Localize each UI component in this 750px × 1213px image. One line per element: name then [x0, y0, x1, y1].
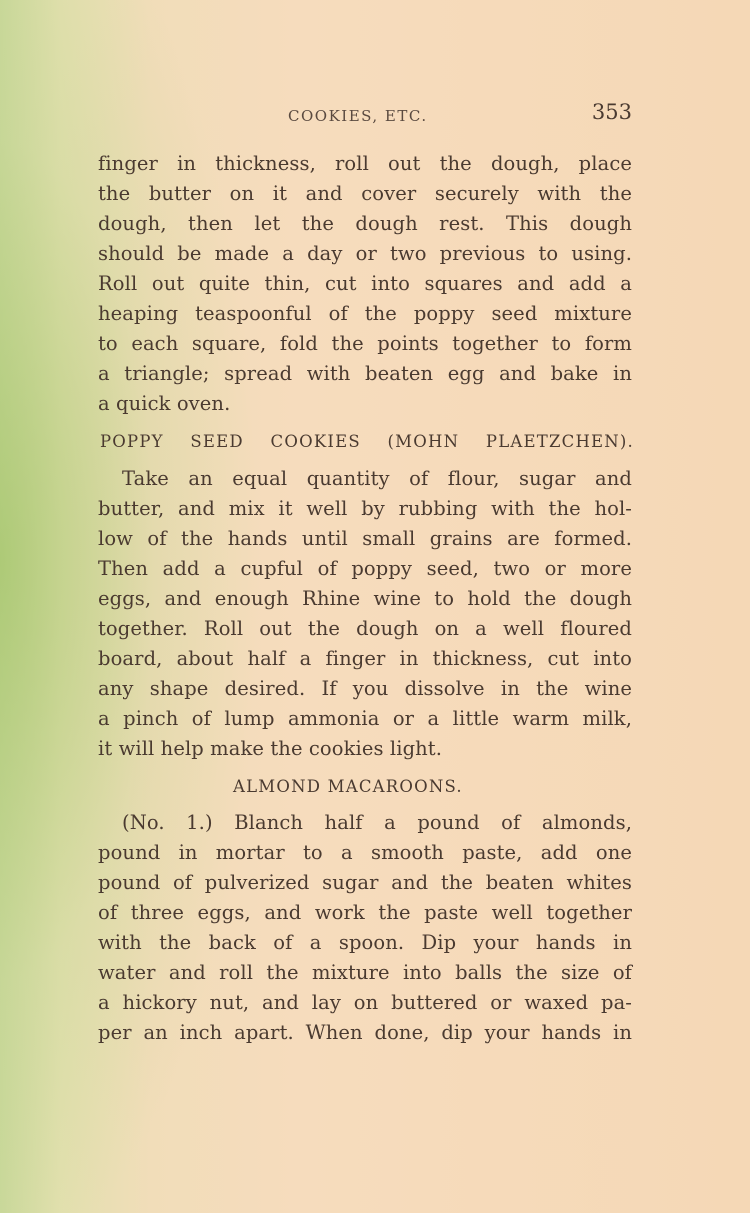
text-line: board, about half a finger in thickness, cut into	[98, 647, 632, 670]
text-line: per an inch apart. When done, dip your hands in	[98, 1021, 632, 1044]
text-line: any shape desired. If you dissolve in the wine	[98, 677, 632, 700]
text-line: to each square, fold the points together to form	[98, 332, 632, 355]
text-line: dough, then let the dough rest. This dough	[98, 212, 632, 235]
section-heading-poppy-seed-cookies: POPPY SEED COOKIES (MOHN PLAETZCHEN).	[100, 432, 634, 451]
paragraph-continued	[98, 149, 632, 419]
text-line: (No. 1.) Blanch half a pound of almonds,	[122, 811, 632, 834]
text-line: pound of pulverized sugar and the beaten whites	[98, 871, 632, 894]
text-line: butter, and mix it well by rubbing with the hol-	[98, 497, 632, 520]
text-line: with the back of a spoon. Dip your hands in	[98, 931, 632, 954]
text-line: a quick oven.	[98, 392, 231, 415]
text-line: together. Roll out the dough on a well floured	[98, 617, 632, 640]
paragraph-almond-macaroons	[98, 808, 632, 1048]
text-line: it will help make the cookies light.	[98, 737, 443, 760]
text-line: water and roll the mixture into balls the size of	[98, 961, 632, 984]
text-line: pound in mortar to a smooth paste, add one	[98, 841, 632, 864]
text-line: Roll out quite thin, cut into squares and add a	[98, 272, 632, 295]
text-line: heaping teaspoonful of the poppy seed mixture	[98, 302, 632, 325]
text-line: low of the hands until small grains are formed.	[98, 527, 632, 550]
text-line: a pinch of lump ammonia or a little warm milk,	[98, 707, 632, 730]
paragraph-poppy-seed-cookies	[98, 464, 632, 764]
running-head	[98, 100, 632, 130]
text-line: finger in thickness, roll out the dough, place	[98, 152, 632, 175]
section-heading-almond-macaroons: ALMOND MACAROONS.	[233, 777, 463, 796]
text-line: should be made a day or two previous to using.	[98, 242, 632, 265]
text-line: of three eggs, and work the paste well together	[98, 901, 632, 924]
text-line: the butter on it and cover securely with the	[98, 182, 632, 205]
page-number: 353	[591, 100, 632, 124]
text-line: a hickory nut, and lay on buttered or waxed pa-	[98, 991, 632, 1014]
text-line: Then add a cupful of poppy seed, two or more	[98, 557, 632, 580]
running-title: COOKIES, ETC.	[288, 107, 428, 125]
text-line: eggs, and enough Rhine wine to hold the dough	[98, 587, 632, 610]
text-line: Take an equal quantity of flour, sugar and	[122, 467, 632, 490]
text-line: a triangle; spread with beaten egg and bake in	[98, 362, 632, 385]
